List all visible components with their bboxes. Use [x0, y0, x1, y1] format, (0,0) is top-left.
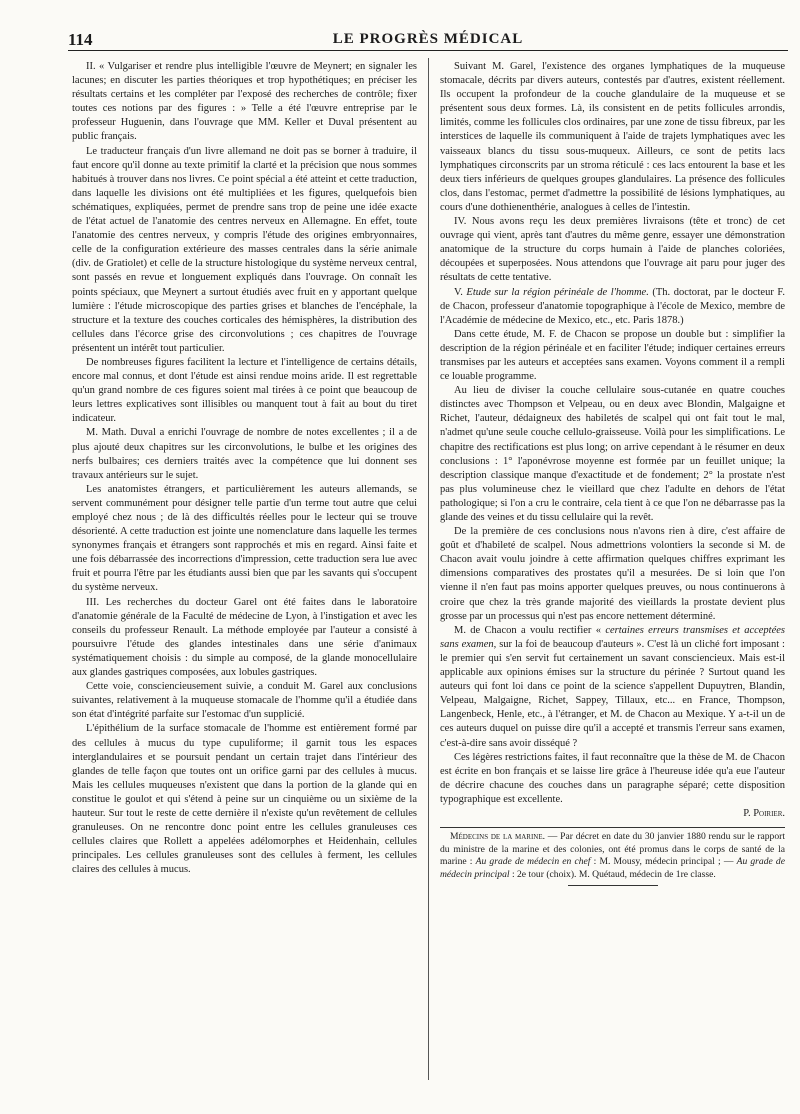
journal-title: LE PROGRÈS MÉDICAL	[332, 31, 524, 47]
navy-doctors-notice: Médecins de la marine. — Par décret en date du 30 janvier 1880 rendu sur le rapport du ministre de la marine et des colonies, ont été promus dans le corps de santé de la marine : Au grade de médecin en chef : M. Mousy, médecin principal ; — Au grade de médecin principal : 2e tour (choix). M. Quétaud, médecin de 1re classe.	[440, 827, 785, 886]
section-number: V.	[454, 286, 463, 298]
notice-heading: Médecins de la marine.	[450, 831, 546, 843]
page-header	[68, 30, 788, 51]
column-divider	[428, 58, 429, 1080]
left-column	[72, 60, 417, 877]
paragraph: De nombreuses figures facilitent la lecture et l'intelligence de certains détails, encore mal connus, et dont l'étude est ainsi rendue moins aride. Il est regrettable qu'un grand nombre de ces figures soient mal tirées à ce point que beaucoup de leurs lettres explicatives sont illisibles ou manquent tout à fait au bout du tiret indicateur.	[72, 356, 417, 425]
paragraph: III. Les recherches du docteur Garel ont été faites dans le laboratoire d'anatomie générale de la Faculté de médecine de Lyon, à l'instigation et avec les conseils du professeur Renault. La méthode employée par l'auteur a consisté à poursuivre l'étude des glandes intestinales dans une série d'animaux systématiquement choisis : du simple au composé, de la glande monocellulaire aux glandes gastriques composées, aux lobules gastriques.	[72, 596, 417, 679]
section-reference: (Th. doctorat, par le docteur F. de Chacon, professeur d'anatomie topographique à l'école de Mexico, membre de l'Académie de médecine de Mexico, etc., etc. Paris 1878.)	[440, 286, 786, 326]
paragraph: M. de Chacon a voulu rectifier « certaines erreurs transmises et acceptées sans examen, sur la foi de beaucoup d'auteurs ». C'est là un cliché fort imposant : le premier qui s'en servit fut certainement un savant consciencieux. Mais est-il applicable aux opinions émises sur la structure du périnée ? Surtout quand les auteurs qui font loi dans ce point de la science s'appellent Dupuytren, Blandin, Velpeau, Malgaigne, Richet, Sappey, Tillaux, etc... en France, Thompson, Langenbeck, Henle, etc., à l'étranger, et M. de Chacon au Mexique. Y a-t-il un de ces auteurs duquel on puisse dire qu'il a accepté et transmis l'erreur sans examen, c'est-à-dire sans avoir disséqué ?	[440, 624, 785, 749]
paragraph: De la première de ces conclusions nous n'avons rien à dire, c'est affaire de goût et d'habileté de scalpel. Nous admettrions volontiers la seconde si M. de Chacon avait voulu joindre à cette affirmation quelques chiffres exprimant les dimensions comparatives des prostates qu'il a mesurées. De si loin que l'on vienne il n'en faut pas moins apporter quelques preuves, ou nous continuerons à croire que chez la très grande majorité des vieillards la prostate devient plus grosse par un processus qui n'est pas encore nettement déterminé.	[440, 526, 785, 622]
paragraph: II. « Vulgariser et rendre plus intelligible l'œuvre de Meynert; en signaler les lacunes; en discuter les parties théoriques et trop hypothétiques; en préciser les résultats certains et les compléter par l'exposé des recherches de contrôle; fixer toutes ces notions par des figures : » Telle a été l'œuvre entreprise par le professeur Huguenin, dans l'ouvrage que MM. Keller et Duval présentent au public français.	[72, 61, 417, 143]
paragraph: Suivant M. Garel, l'existence des organes lymphatiques de la muqueuse stomacale, décrits par divers auteurs, contestés par d'autres, existent réellement. Ils occupent la profondeur de la couche glandulaire de la muqueuse et se présentent sous deux formes. Là, ils consistent en de petits follicules arrondis, limités, comme les follicules clos ordinaires, par une zone de tissu fibreux, par les interstices de laquelle ils communiquent à l'aide de trajets lymphatiques avec les vaisseaux blancs du tissu sous-muqueux. Ailleurs, ce sont de petits lacs lymphatiques circonscrits par un stroma réticulé : ces lacs entourent la base et les deux tiers inférieurs de quelques groupes glandulaires. La présence des follicules clos, dans l'estomac, permet d'admettre la possibilité de lésions lymphatiques, au cours d'une dothienenthérie, analogues à celles de l'intestin.	[440, 61, 785, 213]
paragraph: Au lieu de diviser la couche cellulaire sous-cutanée en quatre couches distinctes avec Thompson et Velpeau, ou en deux avec Blondin, Malgaigne et Richet, l'auteur, dédaigneux des habiletés de scalpel qui ont fait tout le mal, n'admet qu'une seule couche cellulo-graisseuse. Voilà pour les simplifications. Le chapitre des rectifications est plus long; on arrive cependant à le résumer en deux conclusions : 1° l'aponévrose moyenne est formée par un feuillet unique; la description classique manque d'exactitude et de fondement; 2° la prostate n'est pas plus volumineuse chez le vieillard que chez l'adulte en dehors de l'état pathologique; si l'on a cru le contraire, cela tient à ce que l'on ne débarrasse pas la glande des veines et du tissu cellulaire qui la revêt.	[440, 385, 785, 523]
paragraph: Les anatomistes étrangers, et particulièrement les auteurs allemands, se servent communément pour désigner telle partie d'un terme tout autre que celui employé chez nous ; de là des difficultés réelles pour le lecteur qui se trouve désorienté. A cette traduction est jointe une nomenclature dans laquelle les termes synonymes français et étrangers sont rapprochés et mis en regard. Ainsi faite et une fois débarrassée des incorrections d'impression, cette traduction sera lue avec fruit et pourra l'être par les étudiants aussi bien que par les savants qui s'occupent du système nerveux.	[72, 483, 417, 594]
section-v-heading	[440, 286, 785, 328]
paragraph: Le traducteur français d'un livre allemand ne doit pas se borner à traduire, il faut encore qu'il donne au texte primitif la clarté et la précision que nous sommes habitués à trouver dans nos livres. Ce point spécial a été atteint et cette traduction, dans laquelle les divisions ont été multipliées et les figures, quelquefois bien schématiques, expliquées, permet de prendre sans trop de peine une idée exacte de l'état actuel de l'anatomie des centres nerveux en Allemagne. En effet, toute l'anatomie des centres nerveux, y compris l'étude des origines embryonnaires, celle de la configuration extérieure des masses centrales dans la série animale (div. de Gratiolet) et celle de la structure histologique du système nerveux central, sont passés en revue et longuement expliqués dans l'ouvrage. On connaît les points spéciaux, que Meynert a surtout étudiés avec fruit en y apportant quelque lumière : l'étude microscopique des parties grises et blanches de l'encéphale, la structure et la texture des couches corticales des hémisphères, la distribution des cellules dans l'écorce grise des circonvolutions ; ces chapitres de l'ouvrage présentent un intérêt tout particulier.	[72, 145, 417, 354]
paragraph: Ces légères restrictions faites, il faut reconnaître que la thèse de M. de Chacon est écrite en bon français et se laisse lire grâce à l'heureuse idée qu'a eue l'auteur de décrire chacune des couches dans un paragraphe séparé; cette disposition typographique est excellente.	[440, 751, 785, 805]
page-number: 114	[68, 30, 93, 49]
end-rule	[568, 885, 658, 886]
author-signature: P. Poirier.	[743, 807, 785, 819]
paragraph: M. Math. Duval a enrichi l'ouvrage de nombre de notes excellentes ; il a de plus ajouté deux chapitres sur les circonvolutions, le bulbe et les origines des nerfs bulbaires; ces derniers traités avec la compétence que lui donnent ses travaux antérieurs sur le sujet.	[72, 427, 417, 481]
paragraph: L'épithélium de la surface stomacale de l'homme est entièrement formé par des cellules à mucus du type cupuliforme; il garnit tous les espaces interglandulaires et se poursuit pendant un certain trajet dans l'intérieur des glandes de telle façon que toutes ont un orifice garni par des cellules à mucus. Mais les cellules muqueuses n'existent que dans la portion de la glande qui en constitue le goulot et qui s'étend à peine sur un cinquième ou un sixième de la hauteur. Sur tout le reste de cette dernière il n'existe qu'un revêtement de cellules granuleuses. On ne rencontre donc point entre les cellules granuleuses ces cellules claires que Rollett a appelées adélomorphes et Heidenhain, cellules principales. Les cellules granuleuses sont des cellules à ferment, les cellules claires des cellules à mucus.	[72, 723, 417, 876]
right-column	[440, 60, 785, 886]
paragraph: Dans cette étude, M. F. de Chacon se propose un double but : simplifier la description de la région périnéale et en faciliter l'étude; indiquer certaines erreurs transmises par les auteurs et acceptées sans examen. Voyons comment il a rempli ce louable programme.	[440, 328, 785, 383]
section-title: Etude sur la région périnéale de l'homme.	[466, 286, 649, 298]
quoted-phrase: certaines erreurs transmises et acceptées sans examen,	[440, 624, 785, 650]
paragraph: Cette voie, consciencieusement suivie, a conduit M. Garel aux conclusions suivantes, relativement à la muqueuse stomacale de l'homme qu'il a étudiée dans son état d'intégrité parfaite sur l'estomac d'un supplicié.	[72, 681, 417, 721]
paragraph: IV. Nous avons reçu les deux premières livraisons (tête et tronc) de cet ouvrage qui vient, après tant d'autres du même genre, essayer une démonstration anatomique de la structure du corps humain à l'aide de planches coloriées, découpées et superposées. Nous attendons que l'ouvrage ait paru pour juger des résultats de cette tentative.	[440, 216, 785, 284]
